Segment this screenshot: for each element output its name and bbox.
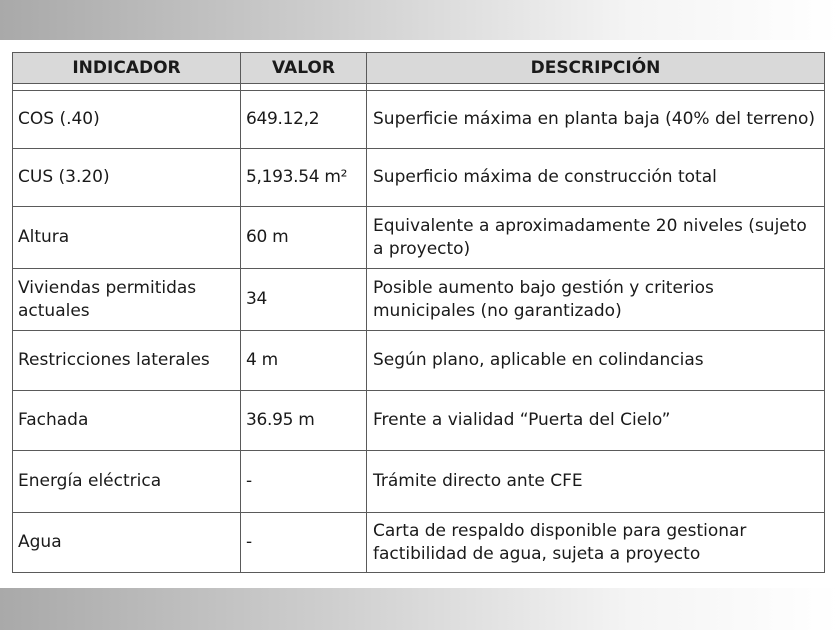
cell-indicador: Restricciones laterales: [13, 331, 241, 391]
document-sheet: [0, 40, 840, 588]
table-row: [13, 451, 825, 513]
cell-indicador: Energía eléctrica: [13, 451, 241, 513]
cell-descripcion: Trámite directo ante CFE: [367, 451, 825, 513]
cell-indicador: COS (.40): [13, 91, 241, 149]
cell-valor: -: [241, 451, 367, 513]
table-row: [13, 513, 825, 573]
table-header-row: [13, 53, 825, 84]
cell-descripcion: Superficie máxima en planta baja (40% del terreno): [367, 91, 825, 149]
table-row: [13, 149, 825, 207]
cell-descripcion: Carta de respaldo disponible para gestionar factibilidad de agua, sujeta a proyecto: [367, 513, 825, 573]
cell-valor: 60 m: [241, 207, 367, 269]
cell-indicador: Agua: [13, 513, 241, 573]
cell-descripcion: Frente a vialidad “Puerta del Cielo”: [367, 391, 825, 451]
table-row: [13, 91, 825, 149]
cell-descripcion: Superficio máxima de construcción total: [367, 149, 825, 207]
cell-valor: 34: [241, 269, 367, 331]
bottom-gray-band: [0, 588, 840, 630]
cell-indicador: Altura: [13, 207, 241, 269]
cell-descripcion: Posible aumento bajo gestión y criterios municipales (no garantizado): [367, 269, 825, 331]
cell-descripcion: Equivalente a aproximadamente 20 niveles (sujeto a proyecto): [367, 207, 825, 269]
cell-valor: 649.12,2: [241, 91, 367, 149]
cell-indicador: Fachada: [13, 391, 241, 451]
table-row: [13, 269, 825, 331]
cell-valor: 5,193.54 m²: [241, 149, 367, 207]
header-descripcion: DESCRIPCIÓN: [367, 53, 825, 84]
cell-valor: 4 m: [241, 331, 367, 391]
table-row: [13, 391, 825, 451]
cell-valor: -: [241, 513, 367, 573]
header-indicador: INDICADOR: [13, 53, 241, 84]
table-row: [13, 207, 825, 269]
header-spacer-row: [13, 84, 825, 91]
cell-indicador: CUS (3.20): [13, 149, 241, 207]
indicators-table: [12, 52, 825, 573]
header-valor: VALOR: [241, 53, 367, 84]
cell-valor: 36.95 m: [241, 391, 367, 451]
cell-indicador: Viviendas permitidas actuales: [13, 269, 241, 331]
top-gray-band: [0, 0, 840, 40]
cell-descripcion: Según plano, aplicable en colindancias: [367, 331, 825, 391]
table-row: [13, 331, 825, 391]
